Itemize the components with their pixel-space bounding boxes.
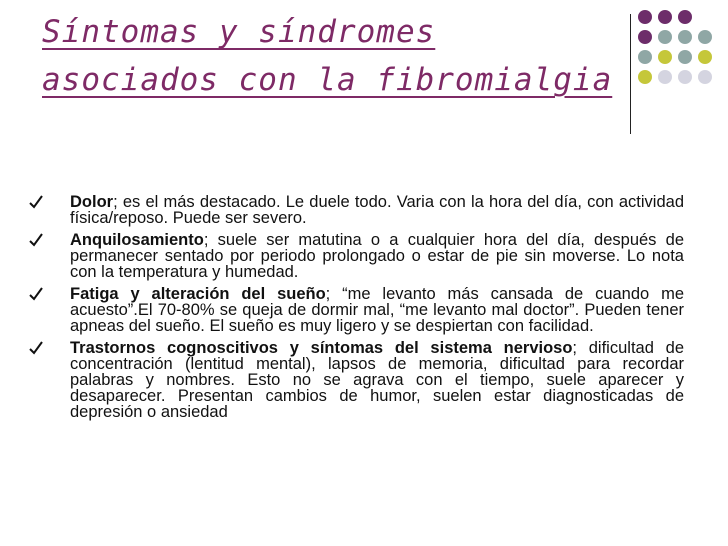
checkmark-icon [28,194,44,210]
bullet-text: ; dificultad de concentración (lentitud mental), lapsos de memoria, dificultad para recordar palabras y nombres. Esto no se agrava con el tiempo, suele aparecer y desaparecer. Presentan cambios de humor, suelen estar diagnosticadas de depresión o ansiedad [70,339,684,421]
decorative-dot [658,50,672,64]
checkmark-icon [28,232,44,248]
decorative-dot [638,50,652,64]
checkmark-icon [28,286,44,302]
bullet-term: Trastornos cognoscitivos y síntomas del sistema nervioso [70,339,573,357]
list-item [50,194,684,226]
decorative-dot [698,30,712,44]
divider-line [630,14,631,134]
decorative-dot [678,30,692,44]
title-line-1: Síntomas y síndromes [42,14,436,50]
bullet-term: Fatiga y alteración del sueño [70,285,326,303]
decorative-dot [678,70,692,84]
decorative-dot [638,30,652,44]
decorative-dot [698,50,712,64]
bullet-text: ; suele ser matutina o a cualquier hora del día, después de permanecer sentado por periodo prolongado o estar de pie sin moverse. Lo nota con la temperatura y humedad. [70,231,684,281]
list-item [50,286,684,334]
decorative-dot [678,10,692,24]
decorative-dot [638,70,652,84]
list-item [50,340,684,420]
slide-title [42,8,622,104]
list-item [50,232,684,280]
checkmark-icon [28,340,44,356]
bullet-list [50,194,684,426]
decorative-dot [658,70,672,84]
decorative-dot [638,10,652,24]
bullet-term: Anquilosamiento [70,231,204,249]
bullet-text: ; es el más destacado. Le duele todo. Varia con la hora del día, con actividad física/reposo. Puede ser severo. [70,193,684,227]
bullet-text: ; “me levanto más cansada de cuando me acuesto”.El 70-80% se queja de dormir mal, “me levanto mal doctor”. Pueden tener apneas del sueño. El sueño es muy ligero y se despiertan con facilidad. [70,285,684,335]
decorative-dot [698,70,712,84]
decorative-dot [658,10,672,24]
title-line-2: asociados con la fibromialgia [42,62,613,98]
decorative-dot [658,30,672,44]
bullet-term: Dolor [70,193,114,211]
decorative-dot [678,50,692,64]
